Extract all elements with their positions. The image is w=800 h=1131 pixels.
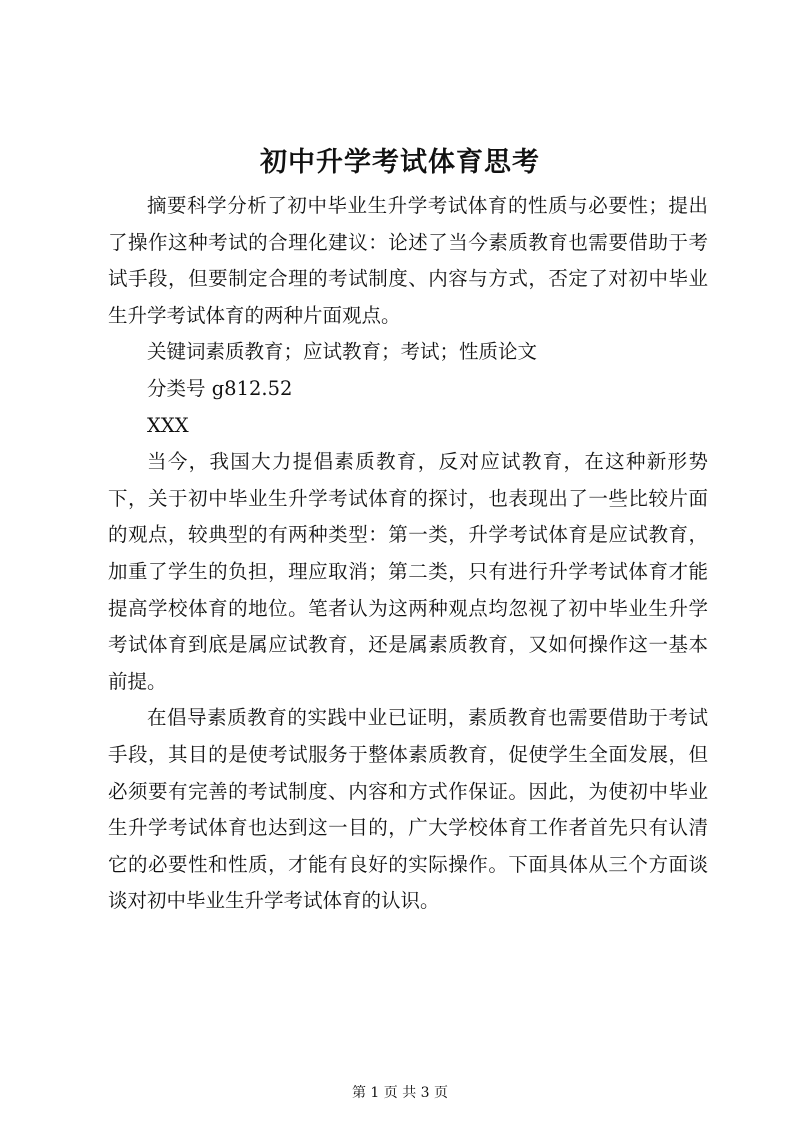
body-paragraph: 在倡导素质教育的实践中业已证明，素质教育也需要借助于考试手段，其目的是使考试服务于整体素质教育，促使学生全面发展，但必须要有完善的考试制度、内容和方式作保证。因此，为使初中毕业生升学考试体育也达到这一目的，广大学校体育工作者首先只有认清它的必要性和性质，才能有良好的实际操作。下面具体从三个方面谈谈对初中毕业生升学考试体育的认识。 [108,706,708,913]
page-number-footer: 第 1 页 共 3 页 [351,1085,449,1101]
author-line: XXX [147,413,189,437]
abstract-paragraph: 摘要科学分析了初中毕业生升学考试体育的性质与必要性；提出了操作这种考试的合理化建议：论述了当今素质教育也需要借助于考试手段，但要制定合理的考试制度、内容与方式，否定了对初中毕业生升学考试体育的两种片面观点。 [108,194,708,327]
keywords-line: 关键词素质教育；应试教育；考试；性质论文 [147,340,538,364]
classification-line: 分类号 g812.52 [147,376,293,400]
document-body [108,188,708,920]
document-title: 初中升学考试体育思考 [260,147,540,178]
body-paragraph: 当今，我国大力提倡素质教育，反对应试教育，在这种新形势下，关于初中毕业生升学考试体育的探讨，也表现出了一些比较片面的观点，较典型的有两种类型：第一类，升学考试体育是应试教育，加重了学生的负担，理应取消；第二类，只有进行升学考试体育才能提高学校体育的地位。笔者认为这两种观点均忽视了初中毕业生升学考试体育到底是属应试教育，还是属素质教育，又如何操作这一基本前提。 [108,450,708,693]
